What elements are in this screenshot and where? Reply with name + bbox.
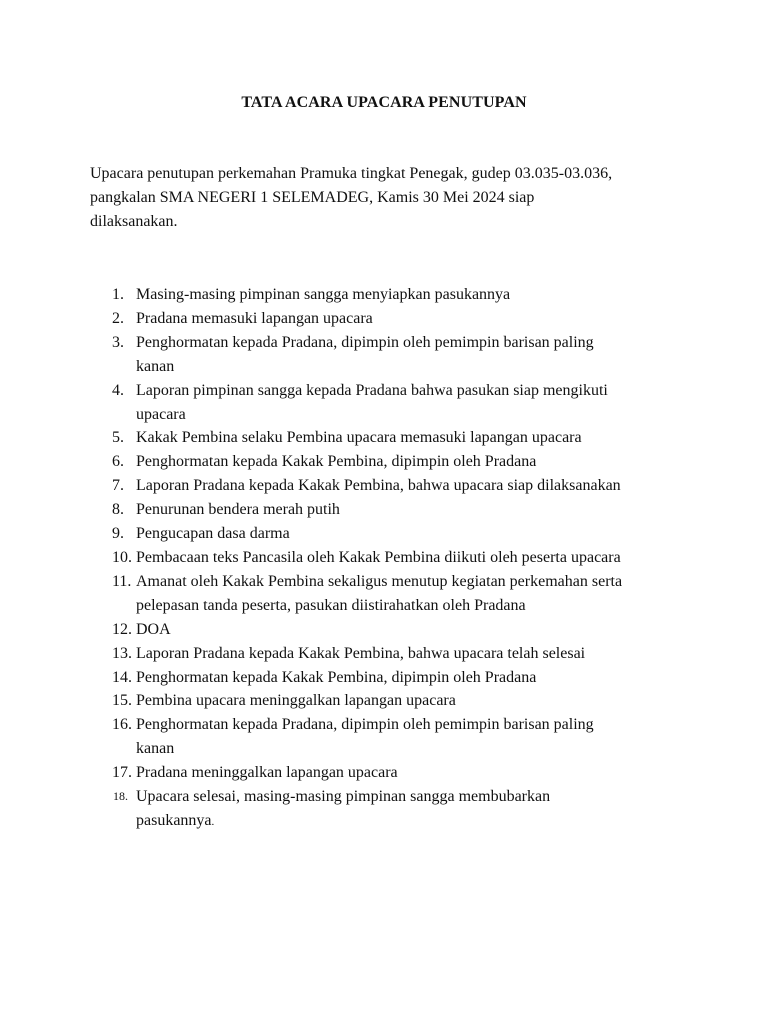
list-item: [90, 618, 690, 642]
list-item-line-text: Pembacaan teks Pancasila oleh Kakak Pembina diikuti oleh peserta upacara: [136, 548, 621, 566]
list-item-line: [136, 546, 690, 570]
list-item-number: 2.: [112, 309, 124, 327]
list-item-line: [136, 498, 690, 522]
list-item-number: 6.: [112, 453, 124, 471]
list-item-line: [136, 307, 690, 331]
list-item-line-text: Pradana memasuki lapangan upacara: [136, 309, 373, 327]
list-item-text: [136, 379, 690, 427]
list-item-line: [136, 642, 690, 666]
list-item-number: 17.: [112, 764, 132, 782]
list-item-line-text: kanan: [136, 740, 175, 758]
list-item-line-text: DOA: [136, 620, 171, 638]
list-item-line-text: Masing-masing pimpinan sangga menyiapkan pasukannya: [136, 286, 511, 303]
list-item-line-text: Penghormatan kepada Kakak Pembina, dipimpin oleh Pradana: [136, 453, 537, 471]
list-item-line: [136, 379, 690, 403]
list-item-number: 4.: [112, 381, 124, 399]
list-item: [90, 761, 690, 785]
list-item-line: [136, 761, 690, 785]
list-item: [90, 379, 690, 427]
list-item-line: [136, 474, 690, 498]
list-item-text: [136, 522, 690, 546]
list-item: [90, 474, 690, 498]
list-item-line: [136, 666, 690, 690]
list-item: [90, 283, 690, 307]
list-item-text: [136, 713, 690, 761]
list-item-text: [136, 785, 690, 835]
list-item-text: [136, 450, 690, 474]
list-item-line-text: Penurunan bendera merah putih: [136, 501, 340, 519]
list-item-line-text: Pradana meninggalkan lapangan upacara: [136, 764, 398, 782]
list-item-line: [136, 283, 690, 307]
list-item: [90, 450, 690, 474]
list-item-line-text: Laporan pimpinan sangga kepada Pradana bahwa pasukan siap mengikuti: [136, 381, 608, 399]
list-item: [90, 689, 690, 713]
list-item: [90, 331, 690, 379]
list-item-text: [136, 498, 690, 522]
intro-line: Upacara penutupan perkemahan Pramuka tingkat Penegak, gudep 03.035-03.036,: [90, 165, 613, 182]
list-item: [90, 307, 690, 331]
list-item-text: [136, 283, 690, 307]
list-item-line: [136, 331, 690, 355]
list-item-text: [136, 666, 690, 690]
page-title: TATA ACARA UPACARA PENUTUPAN: [241, 94, 527, 111]
list-item-text: [136, 331, 690, 379]
list-item-line-text: Pengucapan dasa darma: [136, 525, 290, 543]
intro-paragraph: [90, 162, 690, 234]
list-item-line-text: Kakak Pembina selaku Pembina upacara memasuki lapangan upacara: [136, 429, 582, 447]
list-item-text: [136, 642, 690, 666]
list-item-number: 8.: [112, 501, 124, 519]
list-item-text: [136, 761, 690, 785]
list-item-line: [136, 618, 690, 642]
list-item-number: 7.: [112, 477, 124, 495]
list-item-line-text: Amanat oleh Kakak Pembina sekaligus menutup kegiatan perkemahan serta: [136, 572, 623, 590]
list-item-line-text: Upacara selesai, masing-masing pimpinan sangga membubarkan: [136, 788, 551, 806]
list-item: [90, 546, 690, 570]
list-item-line-text: Laporan Pradana kepada Kakak Pembina, bahwa upacara telah selesai: [136, 644, 586, 662]
list-item: [90, 498, 690, 522]
list-item-text: [136, 307, 690, 331]
list-item-line-text: kanan: [136, 357, 175, 375]
list-item-line-text: Penghormatan kepada Pradana, dipimpin oleh pemimpin barisan paling: [136, 333, 594, 351]
list-item: [90, 713, 690, 761]
list-item-line: [136, 426, 690, 450]
list-item: [90, 522, 690, 546]
list-item-line: [136, 737, 690, 761]
list-item-line-text: Laporan Pradana kepada Kakak Pembina, bahwa upacara siap dilaksanakan: [136, 477, 621, 495]
list-item-line: [136, 570, 690, 594]
list-item: [90, 426, 690, 450]
list-item-line: [136, 594, 690, 618]
list-item-line-text: Penghormatan kepada Pradana, dipimpin oleh pemimpin barisan paling: [136, 716, 594, 734]
list-item-number: 5.: [112, 429, 124, 447]
list-item-number: 11.: [112, 572, 132, 590]
list-item-line: [136, 785, 690, 809]
list-item: [90, 642, 690, 666]
list-item-line: [136, 355, 690, 379]
list-item-text: [136, 474, 690, 498]
list-item-number: 10.: [112, 548, 132, 566]
list-item-line: [136, 689, 690, 713]
list-item-number: 14.: [112, 668, 132, 686]
intro-line: dilaksanakan.: [90, 213, 178, 230]
list-item-text: [136, 426, 690, 450]
list-item-text: [136, 570, 690, 618]
list-item-number: 16.: [112, 716, 132, 734]
intro-line: pangkalan SMA NEGERI 1 SELEMADEG, Kamis 30 Mei 2024 siap: [90, 189, 535, 206]
list-item-trailing-period: .: [211, 815, 215, 828]
agenda-list: [90, 283, 690, 835]
list-item-number: 12.: [112, 620, 132, 638]
list-item-line-text: Pembina upacara meninggalkan lapangan upacara: [136, 692, 456, 710]
list-item: [90, 570, 690, 618]
list-item-line-text: pasukannya: [136, 811, 212, 829]
list-item-line-text: upacara: [136, 405, 186, 423]
list-item-line: [136, 403, 690, 427]
list-item-number: 3.: [112, 333, 124, 351]
list-item: [90, 785, 690, 835]
list-item-text: [136, 618, 690, 642]
list-item-text: [136, 689, 690, 713]
list-item-number: 13.: [112, 644, 132, 662]
list-item-line: [136, 450, 690, 474]
list-item-line: [136, 713, 690, 737]
list-item-line: [136, 809, 690, 835]
list-item: [90, 666, 690, 690]
list-item-number: 9.: [112, 525, 124, 543]
list-item-text: [136, 546, 690, 570]
list-item-line-text: pelepasan tanda peserta, pasukan diistirahatkan oleh Pradana: [136, 596, 526, 614]
list-item-number: 1.: [112, 286, 124, 303]
list-item-number: 18.: [113, 789, 128, 804]
list-item-line: [136, 522, 690, 546]
list-item-line-text: Penghormatan kepada Kakak Pembina, dipimpin oleh Pradana: [136, 668, 537, 686]
list-item-number: 15.: [112, 692, 132, 710]
